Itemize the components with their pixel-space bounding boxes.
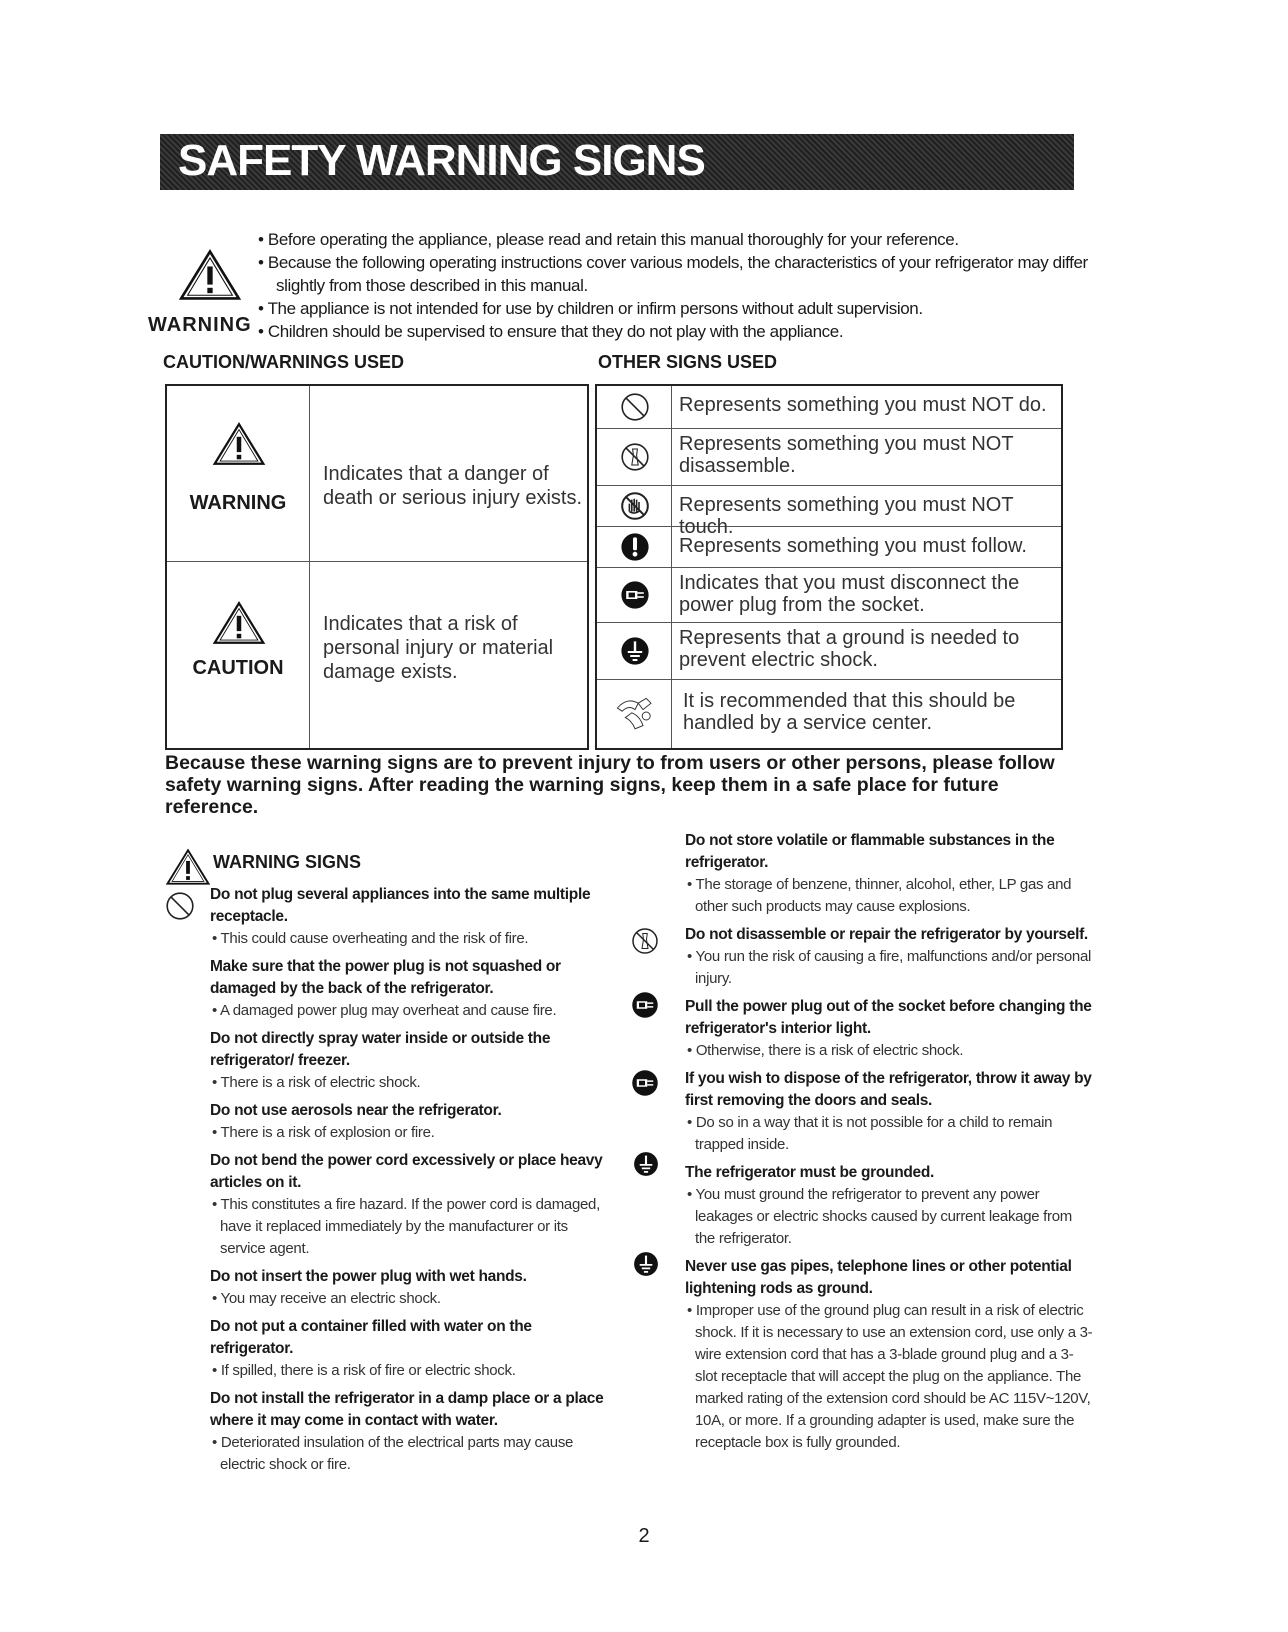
- list-item: [210, 1316, 610, 1382]
- item-title: Do not disassemble or repair the refrigerator by yourself.: [685, 926, 1088, 943]
- item-body: • Deteriorated insulation of the electrical parts may cause electric shock or fire.: [212, 1434, 574, 1473]
- warning-triangle-icon: [178, 248, 242, 307]
- sign-text: Represents something you must NOT disassemble.: [679, 433, 1014, 477]
- list-item: [210, 1100, 610, 1144]
- item-body: • You must ground the refrigerator to prevent any power leakages or electric shocks caused by current leakage from the refrigerator.: [687, 1186, 1072, 1247]
- item-title: Do not insert the power plug with wet hands.: [210, 1268, 527, 1285]
- sign-text: Represents something you must follow.: [679, 535, 1027, 557]
- sign-text: Represents something you must NOT do.: [679, 394, 1047, 416]
- no-disassembly-icon: [630, 926, 660, 956]
- item-title: Do not use aerosols near the refrigerator.: [210, 1102, 502, 1119]
- warning-triangle-icon: [165, 848, 211, 886]
- item-body: • There is a risk of explosion or fire.: [212, 1124, 435, 1141]
- list-item: [685, 1162, 1095, 1250]
- row-description: Indicates that a risk of personal injury or material damage exists.: [323, 613, 554, 683]
- item-body: • You may receive an electric shock.: [212, 1290, 441, 1307]
- intro-bullet: • Before operating the appliance, please read and retain this manual thoroughly for your reference.: [258, 228, 1088, 251]
- item-title: Never use gas pipes, telephone lines or other potential lightening rods as ground.: [685, 1258, 1072, 1297]
- other-signs-table: [595, 384, 1063, 750]
- list-item: [210, 1150, 610, 1260]
- item-body: • Do so in a way that it is not possible for a child to remain trapped inside.: [687, 1114, 1053, 1153]
- item-body: • Improper use of the ground plug can result in a risk of electric shock. If it is necessary to use an extension cord, use only a 3-wire extension cord that has a 3-blade ground plug and a 3-slot receptacle that will accept the plug on the appliance. The marked rating of the extension cord should be AC 115V~120V, 10A, or more. If a grounding adapter is used, make sure the receptacle box is fully grounded.: [687, 1302, 1093, 1451]
- sign-text: It is recommended that this should be handled by a service center.: [683, 690, 1016, 734]
- safety-note: Because these warning signs are to prevent injury to from users or other persons, please follow safety warning signs. After reading the warning signs, keep them in a safe place for future reference.: [165, 752, 1055, 818]
- no-disassembly-icon: [619, 441, 651, 473]
- item-body: • If spilled, there is a risk of fire or electric shock.: [212, 1362, 516, 1379]
- item-title: If you wish to dispose of the refrigerator, throw it away by first removing the doors and seals.: [685, 1070, 1092, 1109]
- banner-title: SAFETY WARNING SIGNS: [178, 136, 705, 185]
- left-warning-list: [210, 884, 610, 1482]
- mandatory-icon: [619, 531, 651, 563]
- item-body: • A damaged power plug may overheat and cause fire.: [212, 1002, 557, 1019]
- row-description: Indicates that a danger of death or serious injury exists.: [323, 463, 583, 509]
- list-item: [210, 1266, 610, 1310]
- warning-signs-title: WARNING SIGNS: [213, 852, 362, 872]
- list-item: [210, 956, 610, 1022]
- title-banner: [160, 134, 1074, 190]
- intro-bullet: • Children should be supervised to ensure that they do not play with the appliance.: [258, 320, 1088, 343]
- prohibited-icon: [619, 391, 651, 423]
- item-body: • Otherwise, there is a risk of electric shock.: [687, 1042, 964, 1059]
- ground-icon: [619, 635, 651, 667]
- unplug-icon: [630, 990, 660, 1020]
- sign-text: Indicates that you must disconnect the power plug from the socket.: [679, 572, 1020, 616]
- item-body: • The storage of benzene, thinner, alcohol, ether, LP gas and other such products may cause explosions.: [687, 876, 1072, 915]
- ground-icon: [632, 1150, 660, 1178]
- item-title: The refrigerator must be grounded.: [685, 1164, 935, 1181]
- item-title: Pull the power plug out of the socket before changing the refrigerator's interior light.: [685, 998, 1092, 1037]
- item-title: Do not put a container filled with water on the refrigerator.: [210, 1318, 532, 1357]
- item-title: Do not store volatile or flammable substances in the refrigerator.: [685, 832, 1055, 871]
- intro-bullet: • Because the following operating instructions cover various models, the characteristics of your refrigerator may differ slightly from those described in this manual.: [258, 251, 1088, 297]
- sign-row: [597, 623, 1061, 680]
- caution-triangle-icon: [212, 600, 266, 651]
- warning-triangle-icon: [212, 421, 266, 472]
- list-item: [210, 1028, 610, 1094]
- item-title: Make sure that the power plug is not squashed or damaged by the back of the refrigerator.: [210, 958, 561, 997]
- sign-row: [597, 386, 1061, 429]
- right-warning-list: [685, 830, 1095, 1460]
- unplug-icon: [619, 579, 651, 611]
- page-number: 2: [638, 1525, 650, 1547]
- caution-table: [165, 384, 589, 750]
- intro-warning-label: WARNING: [148, 314, 252, 336]
- item-body: • There is a risk of electric shock.: [212, 1074, 421, 1091]
- item-title: Do not bend the power cord excessively or place heavy articles on it.: [210, 1152, 603, 1191]
- row-label: WARNING: [189, 492, 287, 514]
- caution-row-caution: [167, 562, 587, 748]
- item-title: Do not directly spray water inside or outside the refrigerator/ freezer.: [210, 1030, 551, 1069]
- sign-row: [597, 527, 1061, 568]
- caution-row-warning: [167, 386, 587, 562]
- service-center-icon: [611, 692, 659, 732]
- prohibited-icon: [164, 890, 196, 922]
- sign-row: [597, 680, 1061, 748]
- intro-bullet: • The appliance is not intended for use by children or infirm persons without adult supervision.: [258, 297, 1088, 320]
- sign-row: [597, 429, 1061, 486]
- sign-row: [597, 486, 1061, 538]
- list-item: [210, 1388, 610, 1476]
- unplug-icon: [630, 1068, 660, 1098]
- item-title: Do not plug several appliances into the same multiple receptacle.: [210, 886, 591, 925]
- sign-text: Represents something you must NOT touch.: [679, 494, 1014, 538]
- list-item: [210, 884, 610, 950]
- item-title: Do not install the refrigerator in a damp place or a place where it may come in contact with water.: [210, 1390, 604, 1429]
- list-item: [685, 996, 1095, 1062]
- item-body: • This could cause overheating and the risk of fire.: [212, 930, 529, 947]
- list-item: [685, 1256, 1095, 1454]
- intro-bullet-list: [258, 228, 1088, 343]
- caution-heading: CAUTION/WARNINGS USED: [163, 352, 405, 372]
- list-item: [685, 830, 1095, 918]
- sign-text: Represents that a ground is needed to prevent electric shock.: [679, 627, 1020, 671]
- row-label: CAUTION: [192, 657, 284, 679]
- item-body: • This constitutes a fire hazard. If the power cord is damaged, have it replaced immediately by the manufacturer or its service agent.: [212, 1196, 600, 1257]
- ground-icon: [632, 1250, 660, 1278]
- list-item: [685, 924, 1095, 990]
- list-item: [685, 1068, 1095, 1156]
- other-signs-heading: OTHER SIGNS USED: [598, 352, 778, 372]
- warning-signs-heading: [165, 848, 362, 891]
- item-body: • You run the risk of causing a fire, malfunctions and/or personal injury.: [687, 948, 1092, 987]
- sign-row: [597, 568, 1061, 623]
- no-touch-icon: [619, 490, 651, 522]
